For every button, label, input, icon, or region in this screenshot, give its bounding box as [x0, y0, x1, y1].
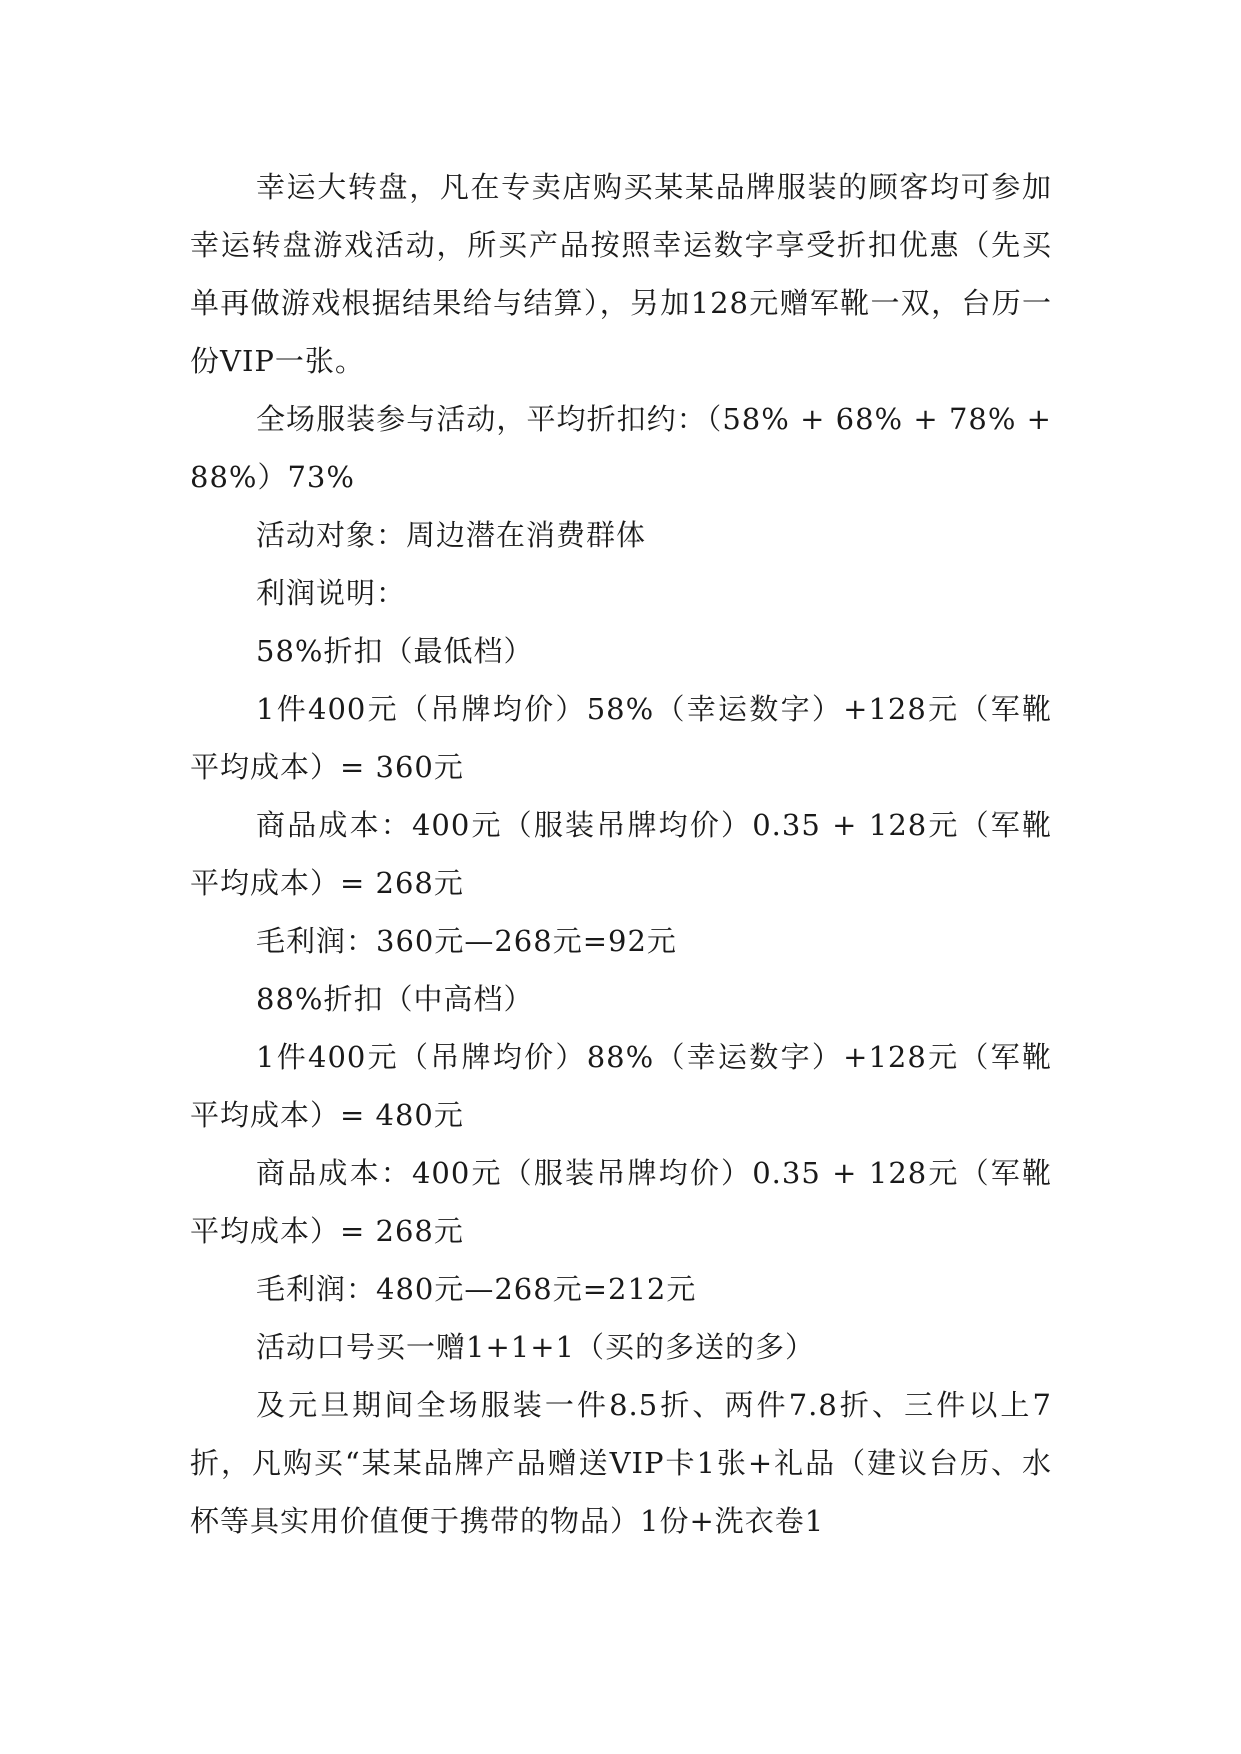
paragraph-tier-58: 58%折扣（最低档） [256, 634, 534, 668]
paragraph-slogan: 活动口号买一赠1+1+1（买的多送的多） [256, 1330, 815, 1364]
paragraph-tier-58-revenue: 1件400元（吊牌均价）58%（幸运数字）+128元（军靴平均成本）= 360元 [190, 692, 1052, 784]
paragraph-tier-88: 88%折扣（中高档） [256, 982, 534, 1016]
paragraph-tier-58-profit: 毛利润：360元—268元=92元 [256, 924, 677, 958]
paragraph-profit-heading: 利润说明： [256, 576, 407, 610]
paragraph-average-discount: 全场服装参与活动，平均折扣约：（58% + 68% + 78% + 88%）73% [190, 402, 1052, 494]
document-body [190, 158, 1052, 1550]
paragraph-tier-88-profit: 毛利润：480元—268元=212元 [256, 1272, 697, 1306]
paragraph-tier-58-cost: 商品成本：400元（服装吊牌均价）0.35 + 128元（军靴平均成本）= 268元 [190, 808, 1052, 900]
paragraph-tier-88-cost: 商品成本：400元（服装吊牌均价）0.35 + 128元（军靴平均成本）= 268元 [190, 1156, 1052, 1248]
paragraph-tier-88-revenue: 1件400元（吊牌均价）88%（幸运数字）+128元（军靴平均成本）= 480元 [190, 1040, 1052, 1132]
paragraph-lucky-wheel: 幸运大转盘，凡在专卖店购买某某品牌服装的顾客均可参加幸运转盘游戏活动，所买产品按照幸运数字享受折扣优惠（先买单再做游戏根据结果给与结算），另加128元赠军靴一双，台历一份VIP一张。 [190, 170, 1052, 378]
paragraph-target-audience: 活动对象：周边潜在消费群体 [256, 518, 647, 552]
paragraph-new-year-offer: 及元旦期间全场服装一件8.5折、两件7.8折、三件以上7折，凡购买“某某品牌产品赠送VIP卡1张+礼品（建议台历、水杯等具实用价值便于携带的物品）1份+洗衣卷1 [190, 1388, 1052, 1538]
